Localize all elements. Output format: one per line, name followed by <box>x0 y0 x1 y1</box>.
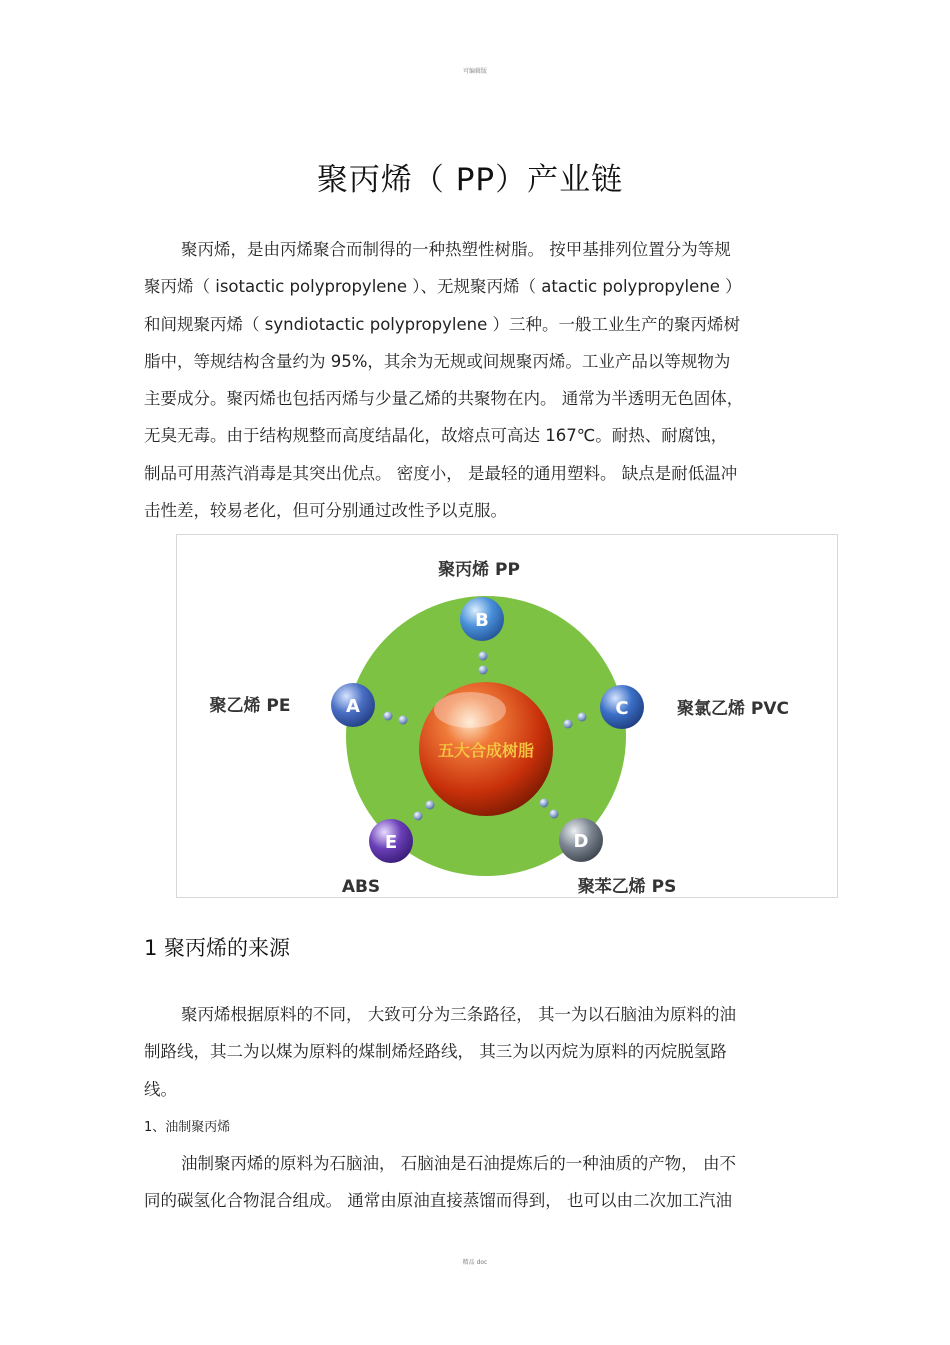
intro-line: 聚丙烯，是由丙烯聚合而制得的一种热塑性树脂。 按甲基排列位置分为等规 <box>181 240 731 259</box>
node-d-letter: D <box>573 831 589 852</box>
node-e <box>342 819 413 897</box>
intro-line: 聚丙烯（ isotactic polypropylene ）、无规聚丙烯（ atactic polypropylene ） <box>144 277 742 297</box>
subsection-line: 油制聚丙烯的原料为石脑油， 石脑油是石油提炼后的一种油质的产物， 由不 <box>181 1154 736 1173</box>
section-line: 制路线，其二为以煤为原料的煤制烯烃路线， 其三为以丙烷为原料的丙烷脱氢路 <box>144 1042 727 1062</box>
section-line: 聚丙烯根据原料的不同， 大致可分为三条路径， 其一为以石脑油为原料的油 <box>181 1005 736 1024</box>
node-d-label: 聚苯乙烯 PS <box>577 877 677 897</box>
node-a <box>210 683 376 727</box>
node-c-letter: C <box>615 698 629 719</box>
intro-line: 主要成分。聚丙烯也包括丙烯与少量乙烯的共聚物在内。 通常为半透明无色固体， <box>144 389 744 409</box>
subsection-paragraph <box>144 1145 810 1220</box>
node-c <box>600 685 789 729</box>
node-e-letter: E <box>384 832 398 853</box>
node-a-label: 聚乙烯 PE <box>209 696 291 716</box>
intro-paragraph <box>144 231 810 529</box>
intro-line: 和间规聚丙烯（ syndiotactic polypropylene ）三种。一般工业生产的聚丙烯树 <box>144 314 740 334</box>
section-line: 线。 <box>144 1079 177 1099</box>
subsection-title: 1、油制聚丙烯 <box>144 1120 231 1135</box>
header-note: 可编辑版 <box>462 68 487 75</box>
page-title: 聚丙烯（ PP）产业链 <box>316 162 624 198</box>
section-paragraph <box>144 996 810 1108</box>
node-a-letter: A <box>346 696 360 717</box>
center-label: 五大合成树脂 <box>437 741 535 760</box>
resin-diagram <box>176 534 838 898</box>
node-b-letter: B <box>475 610 489 631</box>
subsection-line: 同的碳氢化合物混合组成。 通常由原油直接蒸馏而得到， 也可以由二次加工汽油 <box>144 1191 732 1211</box>
node-c-label: 聚氯乙烯 PVC <box>676 699 790 719</box>
node-b-label: 聚丙烯 PP <box>438 560 520 580</box>
intro-line: 脂中，等规结构含量约为 95%，其余为无规或间规聚丙烯。工业产品以等规物为 <box>144 351 731 371</box>
node-d <box>559 818 676 897</box>
section-title: 1 聚丙烯的来源 <box>144 936 291 960</box>
intro-line: 无臭无毒。由于结构规整而高度结晶化，故熔点可高达 167℃。耐热、耐腐蚀， <box>144 426 728 446</box>
resin-diagram-svg <box>177 535 837 897</box>
footer-note: 精品 doc <box>462 1259 488 1266</box>
intro-line: 制品可用蒸汽消毒是其突出优点。 密度小， 是最轻的通用塑料。 缺点是耐低温冲 <box>144 463 738 483</box>
node-e-label: ABS <box>341 877 381 897</box>
intro-line: 击性差，较易老化，但可分别通过改性予以克服。 <box>144 501 507 521</box>
